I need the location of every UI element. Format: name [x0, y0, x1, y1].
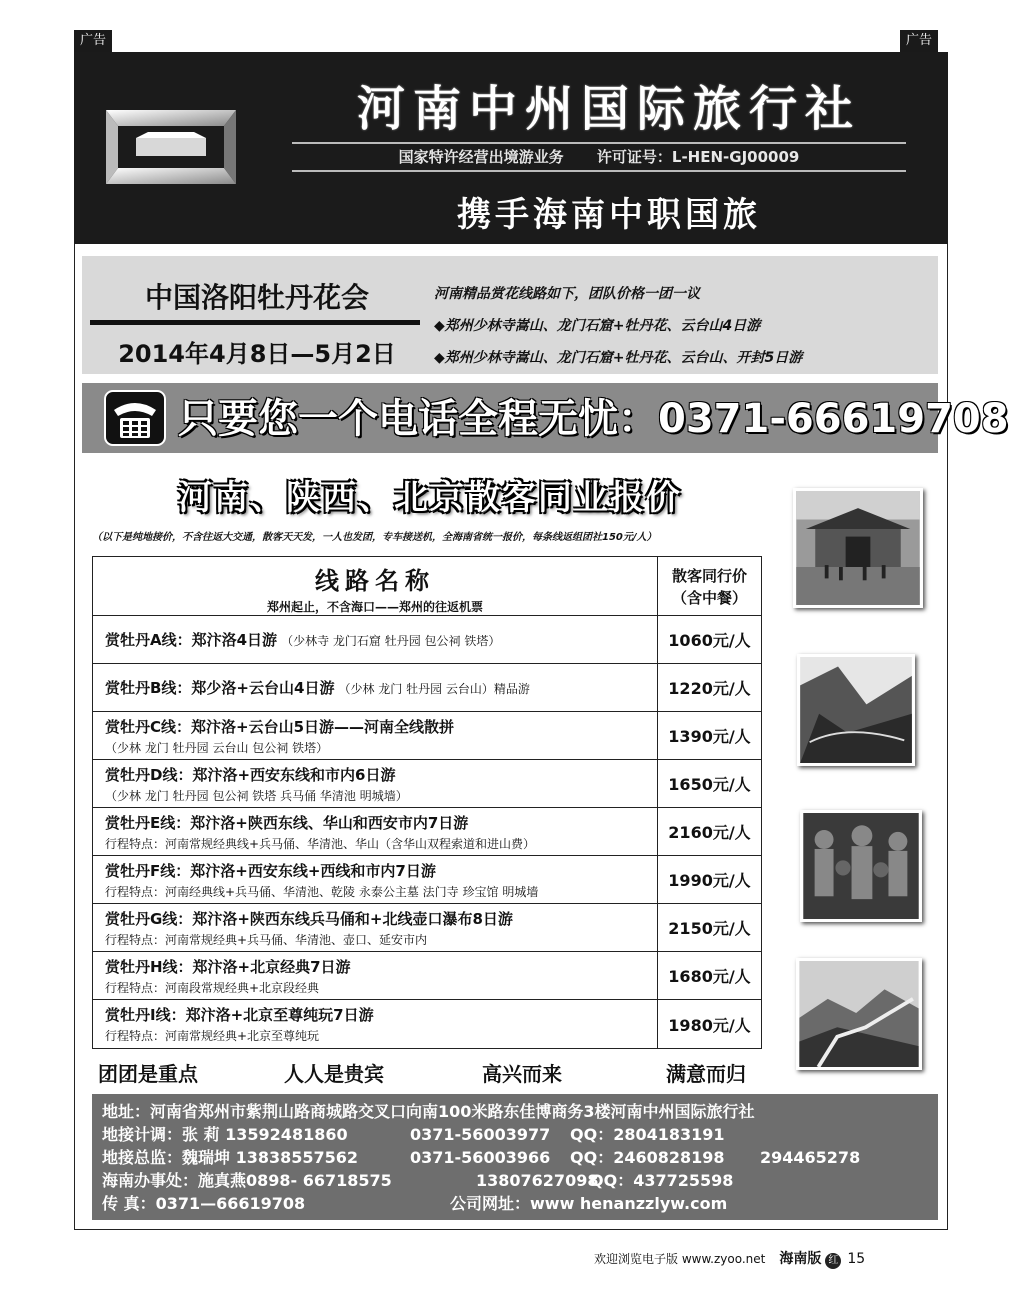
price-cell: 1220元/人	[668, 679, 751, 698]
table-row	[93, 712, 761, 760]
contact-line-2: 地接计调：张 莉 13592481860 0371-56003977 QQ：2804183191	[102, 1125, 725, 1144]
terracotta-warriors-photo	[800, 810, 922, 922]
phone-bar	[82, 383, 1009, 453]
route-name: 赏牡丹B线：郑少洛+云台山4日游	[105, 679, 335, 697]
table-row	[93, 952, 761, 1000]
divider	[90, 320, 420, 325]
page-number: 15	[847, 1251, 866, 1267]
contact-line-4: 海南办事处：施真燕0898- 66718575 13807627098QQ：437725598	[102, 1171, 734, 1190]
route-name: 赏牡丹E线：郑汴洛+陕西东线、华山和西安市内7日游	[105, 813, 469, 832]
route-cell	[93, 904, 658, 951]
price-cell: 2160元/人	[668, 823, 751, 842]
route-cell	[93, 616, 658, 663]
motto-3: 高兴而来	[482, 1062, 562, 1086]
license-scope: 国家特许经营出境游业务	[398, 148, 564, 166]
price-cell: 1980元/人	[668, 1015, 751, 1035]
peony-routes	[434, 278, 934, 374]
route-feature: 行程特点：河南常规经典+北京至尊纯玩	[105, 1029, 320, 1043]
route-cell	[93, 664, 658, 711]
temple-photo	[793, 488, 923, 608]
contact-line-3: 地接总监：魏瑞坤 13838557562 0371-56003966 QQ：2460828198 294465278	[102, 1148, 861, 1167]
table-row	[93, 808, 761, 856]
footer-welcome: 欢迎浏览电子版 www.zyoo.net	[594, 1252, 766, 1266]
price-cell: 2150元/人	[668, 919, 751, 938]
mountain-photo	[797, 654, 915, 766]
slogan: 携手海南中职国旅	[457, 195, 761, 235]
route-name: 赏牡丹D线：郑汴洛+西安东线和市内6日游	[105, 765, 396, 784]
route-feature: 行程特点：河南段常规经典+北京段经典	[105, 980, 320, 995]
license-number: 许可证号：L-HEN-GJ00009	[596, 148, 800, 166]
hotline-text: 只要您一个电话全程无忧：0371-66619708	[178, 396, 1009, 442]
price-cell: 1060元/人	[668, 631, 751, 650]
price-section-title: 河南、陕西、北京散客同业报价	[178, 478, 682, 518]
route-name: 赏牡丹A线：郑汴洛4日游	[105, 631, 278, 649]
price-cell: 1990元/人	[668, 871, 751, 890]
price-cell: 1680元/人	[668, 967, 751, 986]
table-row	[93, 904, 761, 952]
price-cell: 1650元/人	[668, 775, 751, 794]
route-name: 赏牡丹G线：郑汴洛+陕西东线兵马俑和+北线壶口瀑布8日游	[105, 909, 513, 928]
route-feature: 行程特点：河南常规经典+兵马俑、华清池、壶口、延安市内	[105, 932, 428, 947]
table-row	[93, 856, 761, 904]
route-detail: （少林 龙门 牡丹园 云台山）精品游	[338, 682, 530, 696]
logo-icon	[96, 92, 246, 202]
edition-badge: 红	[825, 1253, 841, 1269]
peony-date: 2014年4月8日—5月2日	[118, 340, 396, 368]
motto-2: 人人是贵宾	[284, 1062, 384, 1086]
route-name: 赏牡丹C线：郑汴洛+云台山5日游——河南全线散拼	[105, 717, 455, 736]
route-detail: （少林寺 龙门石窟 牡丹园 包公祠 铁塔）	[281, 634, 501, 648]
address: 地址：河南省郑州市紫荆山路商城路交叉口向南100米路东佳博商务3楼河南中州国际旅行社	[102, 1102, 755, 1121]
peony-intro: 河南精品赏花线路如下，团队价格一团一议	[434, 286, 700, 302]
route-cell	[93, 712, 658, 759]
great-wall-photo	[796, 958, 922, 1070]
header-price: 散客同行价 （含中餐）	[671, 567, 747, 607]
table-row	[93, 664, 761, 712]
route-feature: 行程特点：河南经典线+兵马俑、华清池、乾陵 永泰公主墓 法门寺 珍宝馆 明城墙	[105, 884, 539, 899]
route-name: 赏牡丹I线：郑汴洛+北京至尊纯玩7日游	[105, 1006, 374, 1024]
route-cell	[93, 760, 658, 807]
route-feature: 行程特点：河南常规经典线+兵马俑、华清池、华山（含华山双程索道和进山费）	[105, 836, 536, 851]
header-route: 线路名称 郑州起止，不含海口——郑州的往返机票	[93, 557, 658, 615]
price-note: （以下是纯地接价，不含往返大交通，散客天天发，一人也发团，专车接送机，全海南省统一报价，每条线返组团社150元/人）	[92, 532, 657, 543]
page-footer	[594, 1248, 914, 1269]
motto-1: 团团是重点	[98, 1062, 198, 1086]
ad-tag-right: 广告	[900, 30, 938, 52]
ad-tag-left: 广告	[74, 30, 112, 52]
telephone-icon	[104, 390, 166, 446]
route-name: 赏牡丹H线：郑汴洛+北京经典7日游	[105, 957, 351, 976]
table-row	[93, 1000, 761, 1048]
route-cell	[93, 1000, 658, 1048]
route-cell	[93, 856, 658, 903]
edition-label: 海南版	[779, 1251, 822, 1267]
route-feature: （少林 龙门 牡丹园 云台山 包公祠 铁塔）	[105, 740, 329, 755]
table-row	[93, 616, 761, 664]
license-bar	[292, 142, 906, 172]
route-cell	[93, 952, 658, 999]
price-table	[92, 556, 762, 1049]
motto-4: 满意而归	[666, 1062, 746, 1086]
header-banner	[74, 52, 948, 244]
brand-name: 河南中州国际旅行社	[356, 81, 861, 137]
route-cell	[93, 808, 658, 855]
peony-route-1: ◆郑州少林寺嵩山、龙门石窟+牡丹花、云台山4日游	[434, 318, 761, 334]
peony-title: 中国洛阳牡丹花会	[144, 281, 369, 314]
route-feature: （少林 龙门 牡丹园 包公祠 铁塔 兵马俑 华清池 明城墙）	[105, 788, 408, 803]
table-header	[93, 557, 761, 616]
route-name: 赏牡丹F线：郑汴洛+西安东线+西线和市内7日游	[105, 861, 436, 880]
peony-route-2: ◆郑州少林寺嵩山、龙门石窟+牡丹花、云台山、开封5日游	[434, 350, 803, 366]
peony-festival-block	[82, 256, 938, 374]
table-row	[93, 760, 761, 808]
contact-block	[92, 1094, 938, 1220]
contact-line-5: 传 真：0371—66619708 公司网址：www henanzzlyw.com	[102, 1194, 728, 1213]
table-body	[93, 616, 761, 1048]
price-cell: 1390元/人	[668, 727, 751, 746]
mottos	[96, 1058, 776, 1088]
